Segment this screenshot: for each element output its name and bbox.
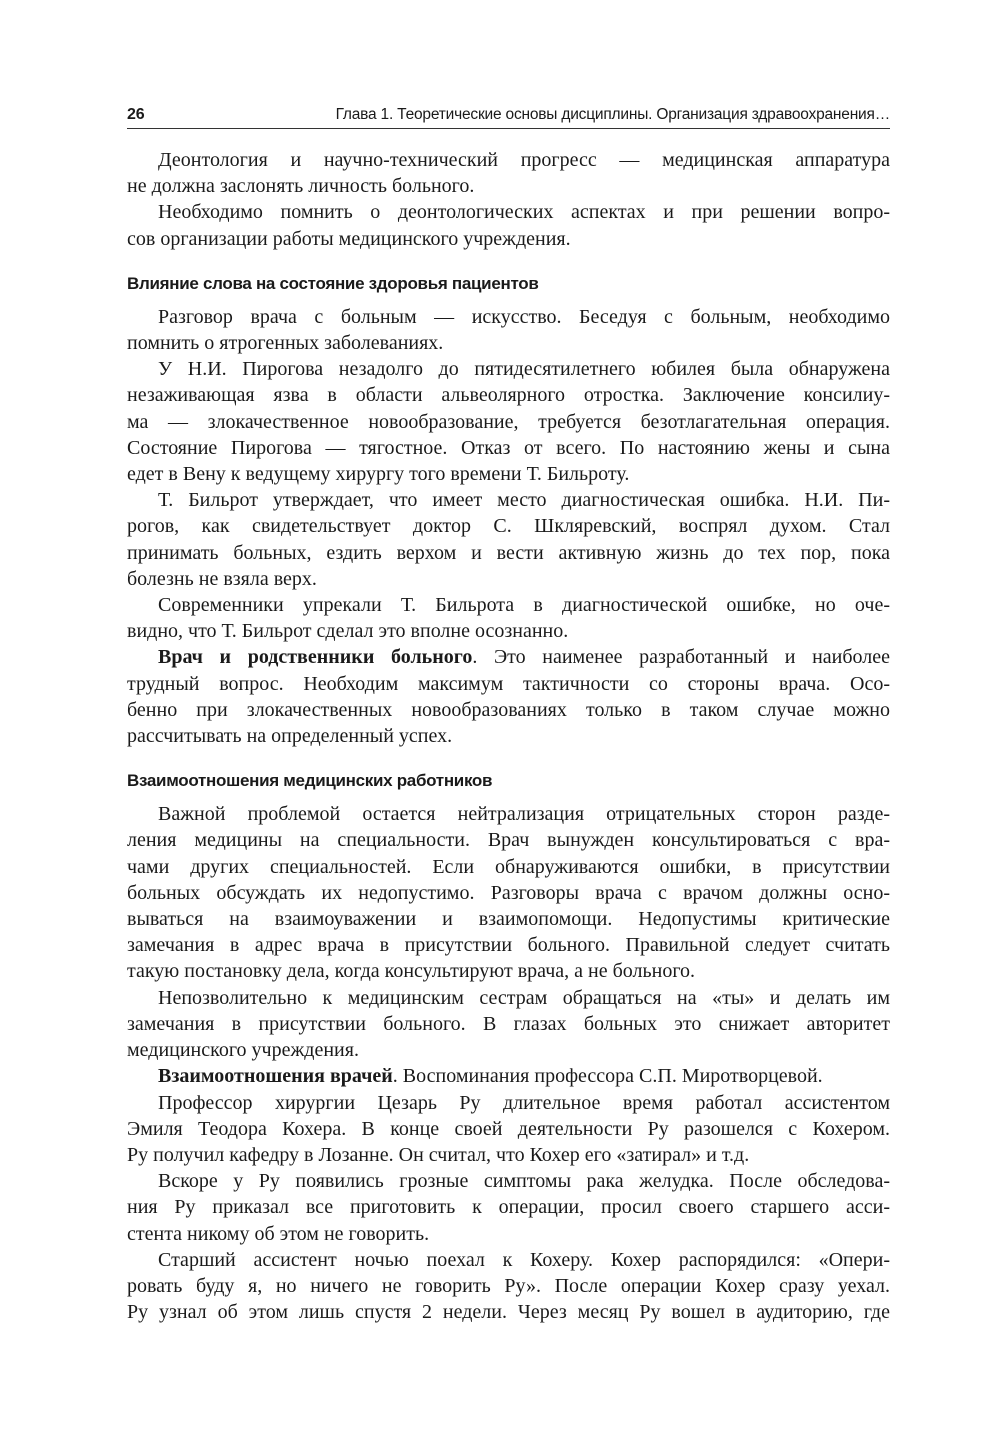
line-text: ма — злокачественное новообразование, требуется безотлагательная операция.	[127, 410, 890, 433]
text-line	[127, 1247, 890, 1273]
line-text: Современники упрекали Т. Бильрота в диагностической ошибке, но оче-	[158, 594, 890, 617]
line-text: вываться на взаимоуважении и взаимопомощи. Недопустимы критические	[127, 908, 890, 931]
run-in-heading: Взаимоотношения врачей	[158, 1065, 393, 1088]
line-text: Необходимо помнить о деонтологических аспектах и при решении вопро-	[158, 201, 890, 224]
paragraph	[127, 644, 890, 749]
line-text: Старший ассистент ночью поехал к Кохеру. Кохер распорядился: «Опери-	[158, 1248, 890, 1271]
line-text: Эмиля Теодора Кохера. В конце своей деятельности Ру разошелся с Кохером.	[127, 1117, 890, 1140]
text-line	[127, 487, 890, 513]
text-line	[127, 1273, 890, 1299]
text-line	[127, 723, 890, 749]
line-text: рогов, как свидетельствует доктор С. Шкляревский, воспрял духом. Стал	[127, 515, 890, 538]
line-text: Ру узнал об этом лишь спустя 2 недели. Через месяц Ру вошел в аудиторию, где	[127, 1301, 890, 1324]
text-line	[127, 382, 890, 408]
line-text: незаживающая язва в области альвеолярного отростка. Заключение консилиу-	[127, 384, 890, 407]
text-line	[127, 461, 890, 487]
line-text: стента никому об этом не говорить.	[127, 1222, 430, 1245]
text-line	[127, 1037, 890, 1063]
line-text: ления медицины на специальности. Врач вынужден консультироваться с вра-	[127, 829, 890, 852]
text-line	[127, 985, 890, 1011]
text-line	[127, 697, 890, 723]
line-text: ровать буду я, но ничего не говорить Ру». После операции Кохер сразу уехал.	[127, 1274, 890, 1297]
line-text: Важной проблемой остается нейтрализация отрицательных сторон разде-	[158, 803, 890, 826]
line-text: замечания в адрес врача в присутствии больного. Правильной следует считать	[127, 934, 890, 957]
line-text: больных обсуждать их недопустимо. Разговоры врача с врачом должны осно-	[127, 881, 890, 904]
paragraph	[127, 147, 890, 199]
paragraph	[127, 1168, 890, 1247]
line-text: не должна заслонять личность больного.	[127, 175, 475, 198]
line-text: едет в Вену к ведущему хирургу того времени Т. Бильроту.	[127, 463, 630, 486]
paragraph	[127, 304, 890, 356]
text-line	[127, 147, 890, 173]
paragraph	[127, 801, 890, 984]
line-text: Профессор хирургии Цезарь Ру длительное время работал ассистентом	[158, 1091, 890, 1114]
line-text: бенно при злокачественных новообразованиях только в таком случае можно	[127, 698, 890, 721]
text-line	[127, 644, 890, 670]
line-text: замечания в присутствии больного. В глазах больных это снижает авторитет	[127, 1012, 890, 1035]
text-line	[127, 513, 890, 539]
chapter-title: Глава 1. Теоретические основы дисциплины. Организация здравоохранения…	[335, 106, 890, 123]
paragraph	[127, 985, 890, 1064]
run-in-heading: Врач и родственники больного	[158, 646, 473, 669]
line-text: Деонтология и научно-технический прогресс — медицинская аппаратура	[158, 149, 890, 171]
text-line	[127, 1194, 890, 1220]
running-header	[127, 100, 890, 129]
line-text: сов организации работы медицинского учреждения.	[127, 227, 571, 250]
line-text: . Это наименее разработанный и наиболее	[472, 646, 890, 669]
line-text: . Воспоминания профессора С.П. Миротворцевой.	[392, 1065, 823, 1088]
text-line	[127, 1142, 890, 1168]
line-text: рассчитывать на определенный успех.	[127, 725, 453, 748]
line-text: Разговор врача с больным — искусство. Беседуя с больным, необходимо	[158, 305, 890, 328]
text-line	[127, 409, 890, 435]
line-text: такую постановку дела, когда консультируют врача, а не больного.	[127, 960, 696, 983]
paragraph	[127, 199, 890, 251]
paragraph	[127, 356, 890, 487]
text-line	[127, 801, 890, 827]
text-line	[127, 199, 890, 225]
line-text: Непозволительно к медицинским сестрам обращаться на «ты» и делать им	[158, 986, 890, 1009]
text-line	[127, 1221, 890, 1247]
section-heading: Влияние слова на состояние здоровья пациентов	[127, 273, 539, 293]
page-body	[127, 147, 890, 1325]
line-text: помнить о ятрогенных заболеваниях.	[127, 332, 444, 355]
text-line	[127, 330, 890, 356]
paragraph	[127, 1063, 890, 1089]
text-line	[127, 566, 890, 592]
text-line	[127, 1168, 890, 1194]
text-line	[127, 356, 890, 382]
text-line	[127, 226, 890, 252]
line-text: болезнь не взяла верх.	[127, 567, 317, 590]
text-line	[127, 592, 890, 618]
text-line	[127, 1116, 890, 1142]
line-text: Т. Бильрот утверждает, что имеет место диагностическая ошибка. Н.И. Пи-	[158, 489, 890, 512]
text-line	[127, 827, 890, 853]
paragraph	[127, 1247, 890, 1326]
text-line	[127, 671, 890, 697]
line-text: Состояние Пирогова — тягостное. Отказ от всего. По настоянию жены и сына	[127, 436, 890, 459]
paragraph	[127, 1090, 890, 1169]
line-text: видно, что Т. Бильрот сделал это вполне осознанно.	[127, 620, 569, 643]
line-text: принимать больных, ездить верхом и вести активную жизнь до тех пор, пока	[127, 541, 890, 564]
text-line	[127, 932, 890, 958]
text-line	[127, 435, 890, 461]
line-text: Вскоре у Ру появились грозные симптомы рака желудка. После обследова-	[158, 1170, 890, 1193]
line-text: чами других специальностей. Если обнаруживаются ошибки, в присутствии	[127, 855, 890, 878]
text-line	[127, 1063, 890, 1089]
text-line	[127, 618, 890, 644]
text-line	[127, 880, 890, 906]
line-text: У Н.И. Пирогова незадолго до пятидесятилетнего юбилея была обнаружена	[158, 358, 890, 381]
text-line	[127, 906, 890, 932]
paragraph	[127, 487, 890, 592]
text-line	[127, 1090, 890, 1116]
text-line	[127, 173, 890, 199]
text-line	[127, 1011, 890, 1037]
line-text: медицинского учреждения.	[127, 1039, 359, 1062]
text-line	[127, 540, 890, 566]
paragraph	[127, 592, 890, 644]
text-line	[127, 1299, 890, 1325]
section-heading: Взаимоотношения медицинских работников	[127, 771, 493, 791]
line-text: ния Ру приказал все приготовить к операции, просил своего старшего асси-	[127, 1196, 890, 1219]
text-line	[127, 304, 890, 330]
line-text: трудный вопрос. Необходим максимум тактичности со стороны врача. Осо-	[127, 672, 890, 695]
text-line	[127, 958, 890, 984]
line-text: Ру получил кафедру в Лозанне. Он считал, что Кохер его «затирал» и т.д.	[127, 1143, 750, 1166]
text-line	[127, 854, 890, 880]
page-number: 26	[127, 106, 145, 123]
book-page	[127, 100, 890, 1325]
